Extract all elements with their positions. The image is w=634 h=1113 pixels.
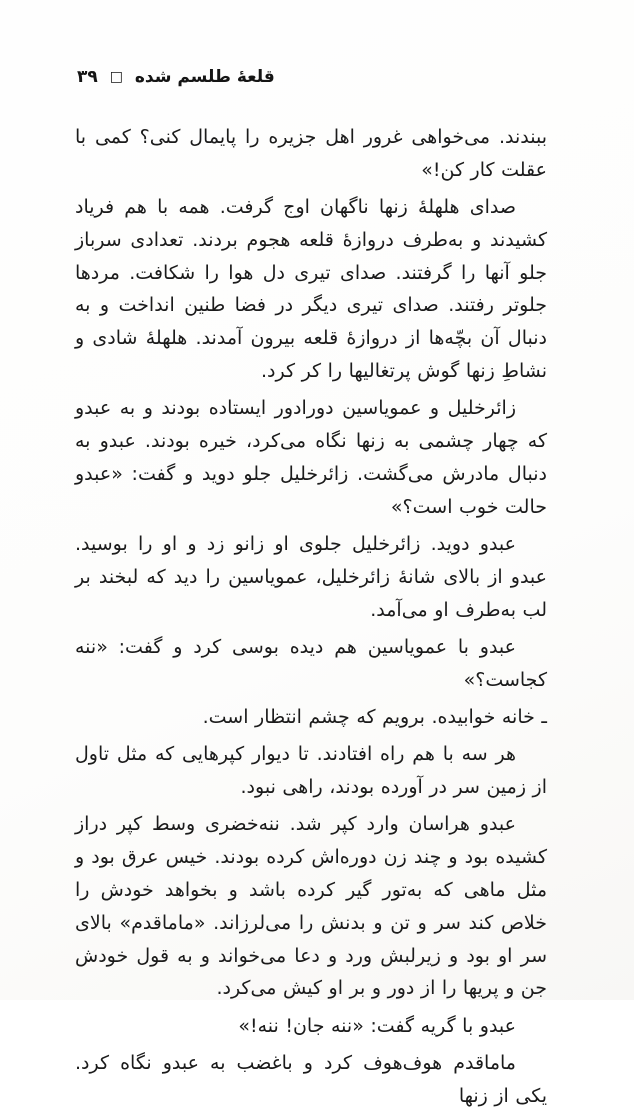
page-number: ۳۹ — [77, 67, 98, 87]
running-head-title: قلعهٔ طلسم شده — [134, 67, 275, 87]
paragraph: عبدو دوید. زائرخلیل جلوی او زانو زد و او را بوسید. عبدو از بالای شانهٔ زائرخلیل، عمویاسین را دید که لبخند بر لب به‌طرف او می‌آمد. — [75, 533, 547, 621]
paragraph: عبدو با عمویاسین هم دیده بوسی کرد و گفت: «ننه کجاست؟» — [75, 635, 547, 691]
paragraph: زائرخلیل و عمویاسین دورادور ایستاده بودند و به عبدو که چهار چشمی به زنها نگاه می‌کرد، خیره بودند. عبدو به دنبال مادرش می‌گشت. زائرخلیل جلو دوید و گفت: «عبدو حالت خوب است؟» — [75, 397, 547, 518]
paragraph: ماماقدم هوف‌هوف کرد و باغضب به عبدو نگاه کرد. یکی از زنها — [75, 1052, 547, 1107]
paragraph: ببندند. می‌خواهی غرور اهل جزیره را پایمال کنی؟ کمی با عقلت کار کن!» — [75, 126, 547, 181]
page-text — [75, 121, 547, 1113]
paragraph: عبدو با گریه گفت: «ننه جان! ننه!» — [238, 1014, 516, 1037]
paragraph: صدای هلهلهٔ زنها ناگهان اوج گرفت. همه با هم فریاد کشیدند و به‌طرف دروازهٔ قلعه هجوم بردند. تعدادی سرباز جلو آنها را گرفتند. صدای تیری دل هوا را شکافت. مردها جلوتر رفتند. صدای تیری دیگر در فضا طنین انداخت و به دنبال آن بچّه‌ها از دروازهٔ قلعه بیرون آمدند. هلهلهٔ شادی و نشاطِ زنها گوش پرتغالیها را کر کرد. — [75, 196, 547, 383]
section-square-icon: □ — [109, 69, 123, 85]
running-head — [77, 67, 275, 87]
paragraphs-container — [75, 121, 547, 1113]
paragraph: هر سه با هم راه افتادند. تا دیوار کپرهایی که مثل تاول از زمین سر در آورده بودند، راهی نبود. — [75, 743, 547, 799]
paragraph: عبدو هراسان وارد کپر شد. ننه‌خضری وسط کپر دراز کشیده بود و چند زن دوره‌اش کرده بودند. خیس عرق بود و مثل ماهی که به‌تور گیر کرده باشد و بخواهد خودش را خلاص کند سر و تن و بدنش را می‌لرزاند. «ماماقدم» بالای سر او بود و زیرلبش ورد و دعا می‌خواند و به قول خودش جن و پریها را از دور و بر او کیش می‌کرد. — [75, 813, 547, 1000]
paragraph: ـ خانه خوابیده. برویم که چشم انتظار است. — [202, 706, 547, 729]
